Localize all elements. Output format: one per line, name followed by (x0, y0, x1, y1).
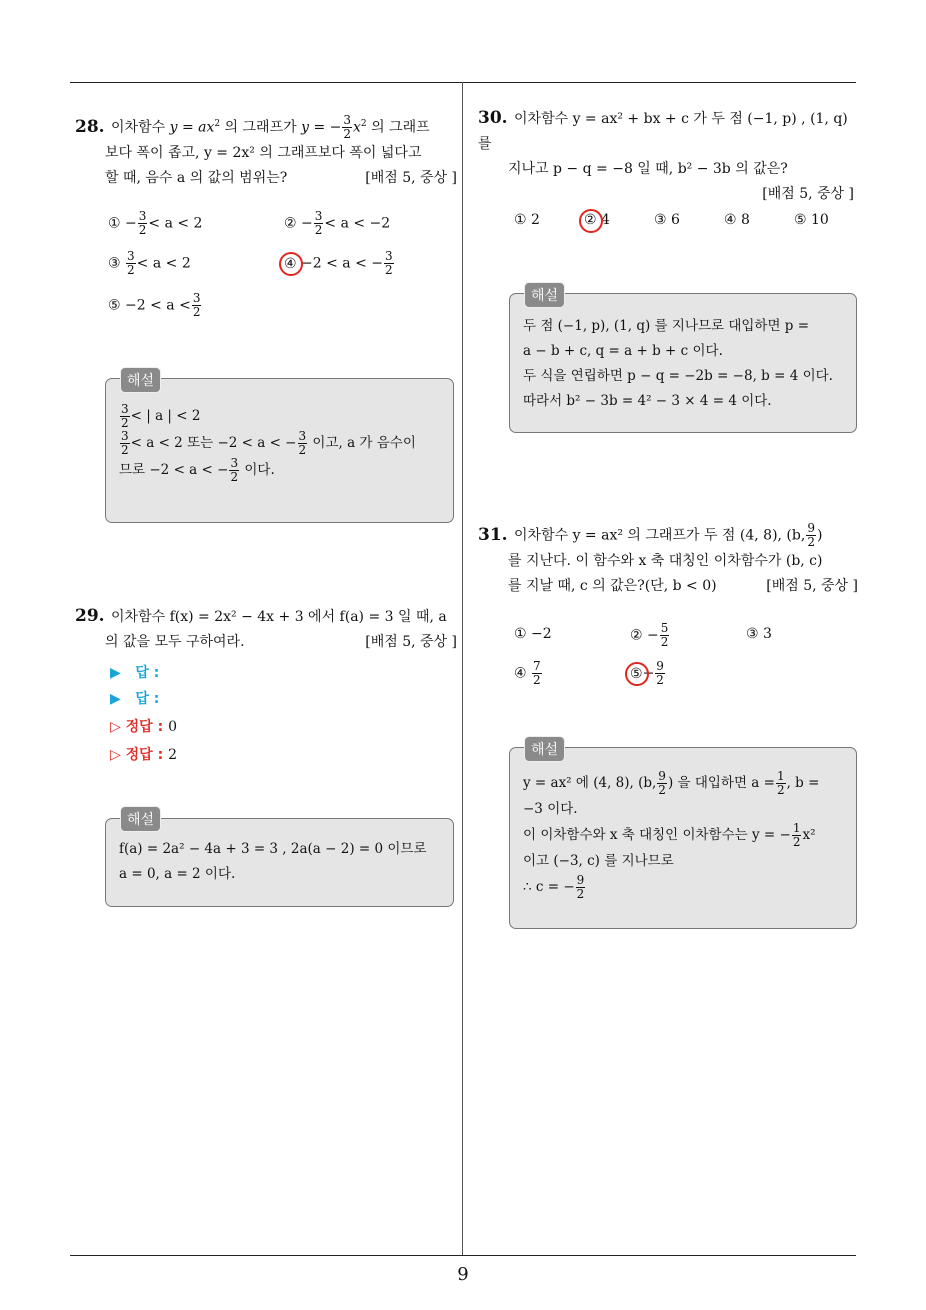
q28-meta: [배점 5, 중상 ] (365, 170, 457, 187)
q28-option-3[interactable]: ③ $\frac{3}{2}$ < a < 2 (108, 249, 191, 277)
selected-answer-ring (579, 209, 603, 233)
q30-option-4[interactable]: ④ 8 (724, 212, 750, 228)
q28-explanation-box (105, 378, 454, 523)
q31-line2: 를 지난다. 이 함수와 x 축 대칭인 이차함수가 (b, c) (508, 553, 823, 569)
question-31: 31. 이차함수 y = ax² 의 그래프가 두 점 (4, 8), (b, $\frac{9}{2}$ ) 를 지난다. 이 함수와 x 축 대칭인 이차함수가 (b, c) 를 지날 때, c 의 값은?(단, b < 0) [배점 5, 중상 ] (478, 522, 858, 599)
question-30 (478, 106, 858, 207)
question-28 (75, 112, 457, 191)
q29-correct-2: ▷ 정답 : 2 (110, 747, 177, 763)
q28-line1: 28. 이차함수 $y = ax^2$ 의 그래프가 y = − $\frac{3}{2}$ $x^2$ 의 그래프 (75, 113, 430, 142)
q28-line2: 보다 폭이 좁고, y = 2x² 의 그래프보다 폭이 넓다고 (105, 145, 422, 162)
q30-box-tag: 해설 (524, 282, 565, 308)
q28-fraction: $\frac{3}{2}$ (343, 113, 352, 142)
q31-option-1[interactable]: ① −2 (514, 626, 552, 642)
q29-number: 29. (75, 606, 105, 626)
q28-eq1: y = ax (169, 119, 215, 136)
q28-option-4[interactable]: ④ −2 < a < − $\frac{3}{2}$ (284, 250, 395, 277)
q30-option-5[interactable]: ⑤ 10 (794, 212, 829, 228)
q30-line1: 이차함수 y = ax² + bx + c 가 두 점 (−1, p) , (1, q) 를 (478, 111, 848, 152)
q29-answer-1[interactable]: ▶ 답 : (110, 665, 160, 681)
q28-explanation: $\frac{3}{2}$ < | a | < 2 $\frac{3}{2}$ < a < 2 또는 −2 < a < − $\frac{3}{2}$ 이고, a 가 음수이 므로 −2 < a < − $\frac{3}{2}$ 이다. (119, 402, 416, 484)
q29-line2: 의 값을 모두 구하여라. (105, 634, 245, 650)
q29-answer-2[interactable]: ▶ 답 : (110, 691, 160, 707)
q30-option-3[interactable]: ③ 6 (654, 212, 680, 228)
q28-option-2[interactable]: ② − $\frac{3}{2}$ < a < −2 (284, 209, 391, 237)
q30-explanation: 두 점 (−1, p), (1, q) 를 지나므로 대입하면 p = a − b + c, q = a + b + c 이다. 두 식을 연립하면 p − q = −2b = −8, b = 4 이다. 따라서 b² − 3b = 4² − 3 × 4 = 4 이다. (523, 318, 833, 409)
q31-options (514, 622, 844, 702)
q29-correct-1: ▷ 정답 : 0 (110, 719, 177, 735)
page-number: 9 (457, 1264, 469, 1285)
q28-text: 이차함수 (111, 119, 170, 136)
q28-option-5[interactable]: ⑤ −2 < a < $\frac{3}{2}$ (108, 291, 201, 319)
q30-option-2[interactable]: ② 4 (584, 212, 610, 228)
q28-option-1[interactable]: ① − $\frac{3}{2}$ < a < 2 (108, 209, 203, 237)
q28-options (108, 210, 448, 330)
q31-line3: 를 지날 때, c 의 값은?(단, b < 0) (508, 578, 717, 594)
q31-explanation-box (509, 747, 857, 929)
q31-option-3[interactable]: ③ 3 (746, 626, 772, 642)
q30-meta: [배점 5, 중상 ] (762, 186, 854, 202)
q28-box-tag: 해설 (120, 367, 161, 393)
q29-meta: [배점 5, 중상 ] (365, 634, 457, 650)
q31-meta: [배점 5, 중상 ] (766, 578, 858, 594)
q30-options (514, 212, 844, 236)
q29-box-tag: 해설 (120, 806, 161, 832)
q31-box-tag: 해설 (524, 736, 565, 762)
column-divider (462, 82, 463, 1256)
q28-text-b: 의 그래프가 (220, 119, 302, 136)
q30-option-1[interactable]: ① 2 (514, 212, 540, 228)
q29-line1: 이차함수 f(x) = 2x² − 4x + 3 에서 f(a) = 3 일 때, a (111, 609, 447, 625)
q31-option-2[interactable]: ② − $\frac{5}{2}$ (630, 621, 669, 649)
top-rule (70, 82, 856, 83)
question-29 (75, 604, 457, 655)
q28-line3: 할 때, 음수 a 의 값의 범위는? [배점 5, 중상 ] (75, 166, 457, 191)
q28-number: 28. (75, 116, 105, 137)
q31-option-5[interactable]: ⑤ − $\frac{9}{2}$ (630, 660, 666, 687)
q31-number: 31. (478, 524, 508, 545)
q30-number: 30. (478, 108, 508, 128)
q30-line2: 지나고 p − q = −8 일 때, b² − 3b 의 값은? (508, 161, 788, 177)
q31-explanation: y = ax² 에 (4, 8), (b, $\frac{9}{2}$ ) 을 대입하면 a = $\frac{1}{2}$ , b = −3 이다. 이 이차함수와 x 축 대칭인 이차함수는 y = − $\frac{1}{2}$ x² 이고 (−3, c) 를 지나므로 ∴ c = − $\frac{9}{2}$ (523, 769, 820, 901)
q29-explanation: f(a) = 2a² − 4a + 3 = 3 , 2a(a − 2) = 0 이므로 a = 0, a = 2 이다. (119, 841, 427, 882)
bottom-rule (70, 1255, 856, 1256)
selected-answer-ring (625, 662, 649, 686)
q28-eq2: y = − (301, 119, 342, 136)
selected-answer-ring (279, 252, 303, 276)
q30-explanation-box (509, 293, 857, 433)
q31-option-4[interactable]: ④ $\frac{7}{2}$ (514, 659, 541, 687)
